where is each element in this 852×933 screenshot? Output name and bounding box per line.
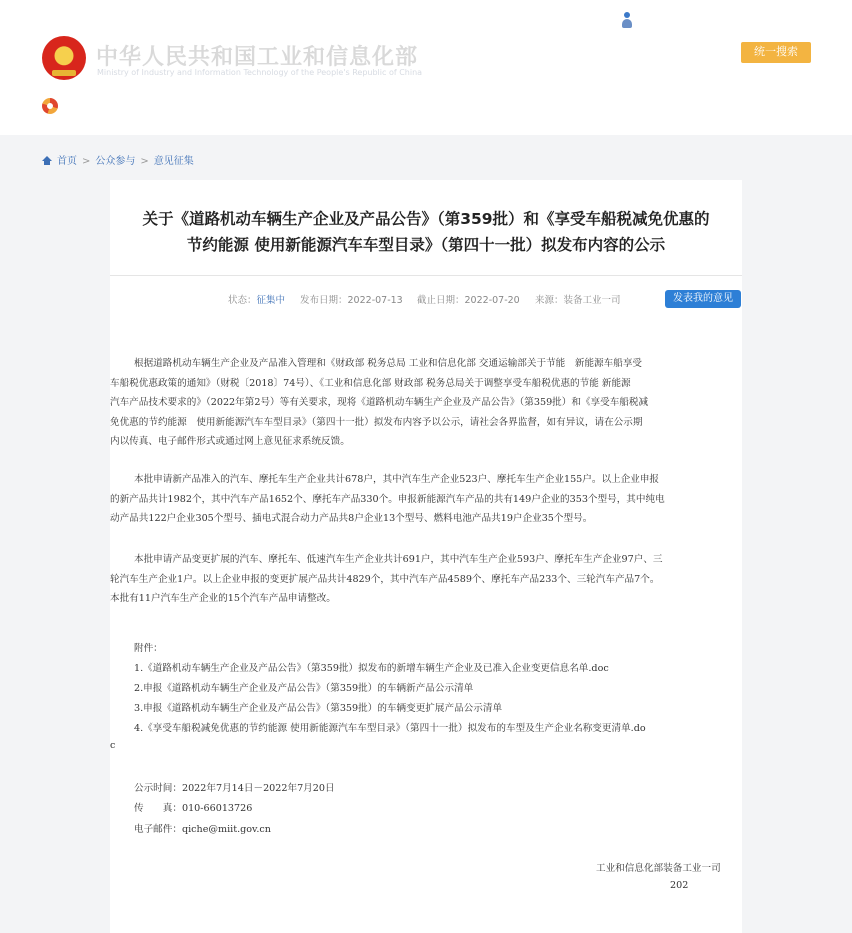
article-title-line: 节约能源 使用新能源汽车车型目录》（第四十一批）拟发布内容的公示: [186, 236, 666, 254]
article-title: [110, 206, 742, 258]
article-panel: [110, 180, 742, 933]
paragraph: [110, 550, 742, 609]
paragraph-line: 动产品共122户企业305个型号、插电式混合动力产品共8户企业13个型号、燃料电池产品共19户企业35个型号。: [110, 513, 593, 524]
fax-number: 传 真：010-66013726: [134, 803, 253, 814]
home-icon: [42, 156, 52, 165]
paragraph-line: 的新产品共计1982个，其中汽车产品1652个、摩托车产品330个。申报新能源汽车产品的共有149户企业的353个型号，其中纯电: [110, 493, 665, 505]
paragraph-line: 内以传真、电子邮件形式或通过网上意见征求系统反馈。: [110, 436, 350, 447]
paragraph-line: 车船税优惠政策的通知》（财税〔2018〕74号）、《工业和信息化部 财政部 税务总局关于调整享受车船税优惠的节能 新能源: [110, 377, 631, 389]
attachment-link[interactable]: 3.申报《道路机动车辆生产企业及产品公告》（第359批）的车辆变更扩展产品公示清单: [134, 703, 503, 714]
publish-date-label: 发布日期：: [300, 295, 348, 306]
paragraph-line: 轮汽车生产企业1户。以上企业申报的变更扩展产品共计4829个，其中汽车产品4589个、摩托车产品233个、三轮汽车产品7个。: [110, 573, 660, 585]
publish-date-field: [300, 292, 403, 306]
source-label: 来源：: [535, 295, 564, 306]
breadcrumb-separator: >: [82, 156, 91, 167]
attachment-link[interactable]: 2.申报《道路机动车辆生产企业及产品公告》（第359批）的车辆新产品公示清单: [134, 683, 474, 694]
source-value: 装备工业一司: [563, 295, 621, 306]
paragraph-line: 本批有11户汽车生产企业的15个汽车产品申请整改。: [110, 593, 336, 604]
status-value: 征集中: [256, 295, 286, 306]
issuer-signature: 工业和信息化部装备工业一司: [596, 863, 721, 874]
paragraph-line: 本批申请新产品准入的汽车、摩托车生产企业共计678户，其中汽车生产企业523户、摩托车生产企业155户。以上企业申报: [134, 474, 660, 485]
attachment-link[interactable]: 4.《享受车船税减免优惠的节约能源 使用新能源汽车车型目录》（第四十一批）拟发布的车型及生产企业名称变更清单.do: [134, 723, 646, 734]
breadcrumb-public-participation[interactable]: 公众参与: [95, 156, 136, 167]
title-divider: [110, 275, 742, 276]
status-label: 状态：: [228, 295, 257, 306]
paragraph-line: 汽车产品技术要求的》（2022年第2号）等有关要求，现将《道路机动车辆生产企业及产品公告》（第359批）和《享受车船税减: [110, 397, 649, 408]
paragraph-line: 根据道路机动车辆生产企业及产品准入管理和《财政部 税务总局 工业和信息化部 交通运输部关于节能 新能源车船享受: [134, 358, 643, 369]
breadcrumb-separator: >: [140, 156, 149, 167]
attachment-link[interactable]: 1.《道路机动车辆生产企业及产品公告》（第359批）拟发布的新增车辆生产企业及已准入企业变更信息名单.doc: [134, 663, 609, 674]
attachment-link-continuation[interactable]: c: [110, 740, 116, 751]
notice-period: 公示时间：2022年7月14日－2022年7月20日: [134, 783, 335, 794]
site-header: [0, 0, 852, 135]
national-emblem-icon: [42, 36, 86, 80]
deadline-label: 截止日期：: [417, 295, 465, 306]
breadcrumb: [42, 152, 194, 167]
article-title-line: 关于《道路机动车辆生产企业及产品公告》（第359批）和《享受车船税减免优惠的: [142, 210, 710, 228]
breadcrumb-home[interactable]: 首页: [57, 156, 77, 167]
issue-date: 202: [670, 880, 689, 891]
publish-date-value: 2022-07-13: [347, 295, 403, 306]
paragraph: [110, 470, 742, 529]
source-field: [535, 292, 621, 306]
deadline-field: [417, 292, 520, 306]
paragraph-line: 免优惠的节约能源 使用新能源汽车车型目录》（第四十一批）拟发布内容予以公示，请社会各界监督，如有异议，请在公示期: [110, 416, 643, 428]
unified-search-button[interactable]: 统一搜索: [741, 42, 811, 63]
attachments-title: 附件：: [134, 643, 163, 654]
submit-opinion-button[interactable]: 发表我的意见: [665, 290, 741, 308]
paragraph: [110, 354, 742, 452]
user-icon[interactable]: [622, 12, 632, 30]
accessibility-logo-icon[interactable]: [42, 98, 58, 114]
breadcrumb-opinion-collection[interactable]: 意见征集: [153, 156, 194, 167]
deadline-value: 2022-07-20: [464, 295, 520, 306]
paragraph-line: 本批申请产品变更扩展的汽车、摩托车、低速汽车生产企业共计691户，其中汽车生产企业593户、摩托车生产企业97户、三: [134, 554, 663, 565]
status-field: [228, 292, 285, 306]
site-title[interactable]: 中华人民共和国工业和信息化部: [96, 44, 419, 70]
site-subtitle: Ministry of Industry and Information Technology of the People's Republic of China: [97, 68, 423, 77]
contact-email[interactable]: 电子邮件：qiche@miit.gov.cn: [134, 824, 271, 835]
